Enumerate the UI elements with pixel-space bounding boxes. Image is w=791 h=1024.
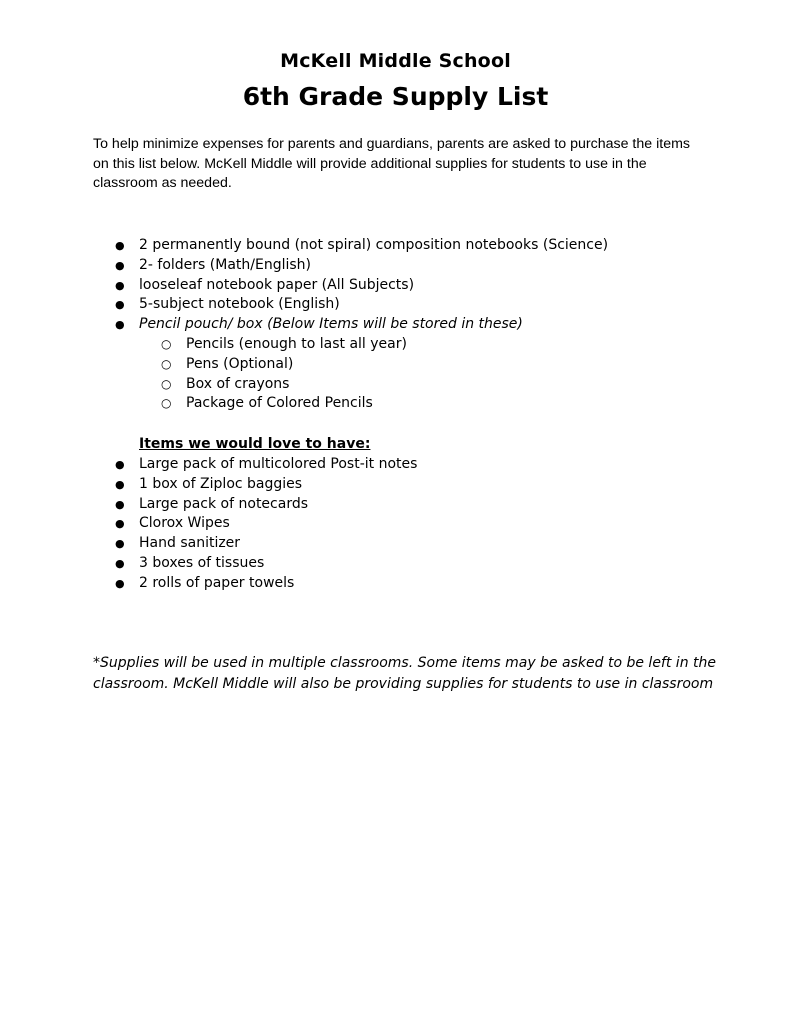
list-item bbox=[0, 256, 791, 276]
item-label: Pencils (enough to last all year) bbox=[186, 335, 407, 352]
intro-paragraph: To help minimize expenses for parents and guardians, parents are asked to purchase the items on this list below. McKell Middle will provide additional supplies for students to use in the classroom as needed. bbox=[93, 136, 690, 191]
item-label: Package of Colored Pencils bbox=[186, 395, 373, 412]
filled-bullet-icon: ● bbox=[115, 556, 125, 570]
hollow-bullet-icon: ○ bbox=[161, 356, 172, 371]
list-item bbox=[0, 514, 791, 534]
filled-bullet-icon: ● bbox=[115, 278, 125, 292]
list-item bbox=[0, 295, 791, 315]
wishlist-heading: Items we would love to have: bbox=[139, 436, 371, 452]
item-label: 5-subject notebook (English) bbox=[139, 296, 340, 313]
list-item bbox=[0, 236, 791, 256]
item-label: 2 rolls of paper towels bbox=[139, 574, 295, 591]
item-label: 2 permanently bound (not spiral) composition notebooks (Science) bbox=[139, 237, 609, 253]
item-label: Large pack of notecards bbox=[139, 495, 309, 512]
item-label: Clorox Wipes bbox=[139, 515, 230, 532]
filled-bullet-icon: ● bbox=[115, 497, 125, 511]
pencil-pouch-item bbox=[0, 315, 791, 335]
hollow-bullet-icon: ○ bbox=[161, 376, 172, 391]
sub-list-item bbox=[0, 394, 791, 414]
filled-bullet-icon: ● bbox=[115, 318, 125, 332]
sub-list-item bbox=[0, 375, 791, 395]
item-label: Large pack of multicolored Post-it notes bbox=[139, 456, 418, 472]
list-item bbox=[0, 475, 791, 495]
list-item bbox=[0, 534, 791, 554]
list-item bbox=[0, 554, 791, 574]
sub-list-item bbox=[0, 355, 791, 375]
filled-bullet-icon: ● bbox=[115, 458, 125, 471]
list-item bbox=[0, 455, 791, 475]
item-label: Hand sanitizer bbox=[139, 535, 241, 552]
page-title: 6th Grade Supply List bbox=[242, 82, 549, 111]
required-supplies-list bbox=[0, 236, 791, 414]
sub-list-item bbox=[0, 335, 791, 355]
item-label: 3 boxes of tissues bbox=[139, 554, 265, 571]
school-name: McKell Middle School bbox=[280, 50, 511, 72]
filled-bullet-icon: ● bbox=[115, 258, 125, 272]
item-label: looseleaf notebook paper (All Subjects) bbox=[139, 276, 415, 293]
footnote: *Supplies will be used in multiple classrooms. Some items may be asked to be left in the classroom. McKell Middle will also be providing supplies for students to use in classroom bbox=[93, 655, 716, 692]
item-label: Pens (Optional) bbox=[186, 355, 294, 372]
filled-bullet-icon: ● bbox=[115, 477, 125, 491]
filled-bullet-icon: ● bbox=[115, 298, 125, 312]
filled-bullet-icon: ● bbox=[115, 537, 125, 551]
list-item bbox=[0, 276, 791, 296]
item-label: Box of crayons bbox=[186, 375, 290, 392]
list-item bbox=[0, 495, 791, 515]
filled-bullet-icon: ● bbox=[115, 576, 125, 590]
wishlist-list bbox=[0, 455, 791, 594]
hollow-bullet-icon: ○ bbox=[161, 336, 172, 351]
hollow-bullet-icon: ○ bbox=[161, 396, 172, 411]
filled-bullet-icon: ● bbox=[115, 239, 125, 252]
list-item bbox=[0, 574, 791, 594]
filled-bullet-icon: ● bbox=[115, 517, 125, 531]
item-label: 1 box of Ziploc baggies bbox=[139, 475, 303, 492]
item-label: 2- folders (Math/English) bbox=[139, 256, 312, 273]
item-label: Pencil pouch/ box (Below Items will be stored in these) bbox=[139, 316, 523, 333]
